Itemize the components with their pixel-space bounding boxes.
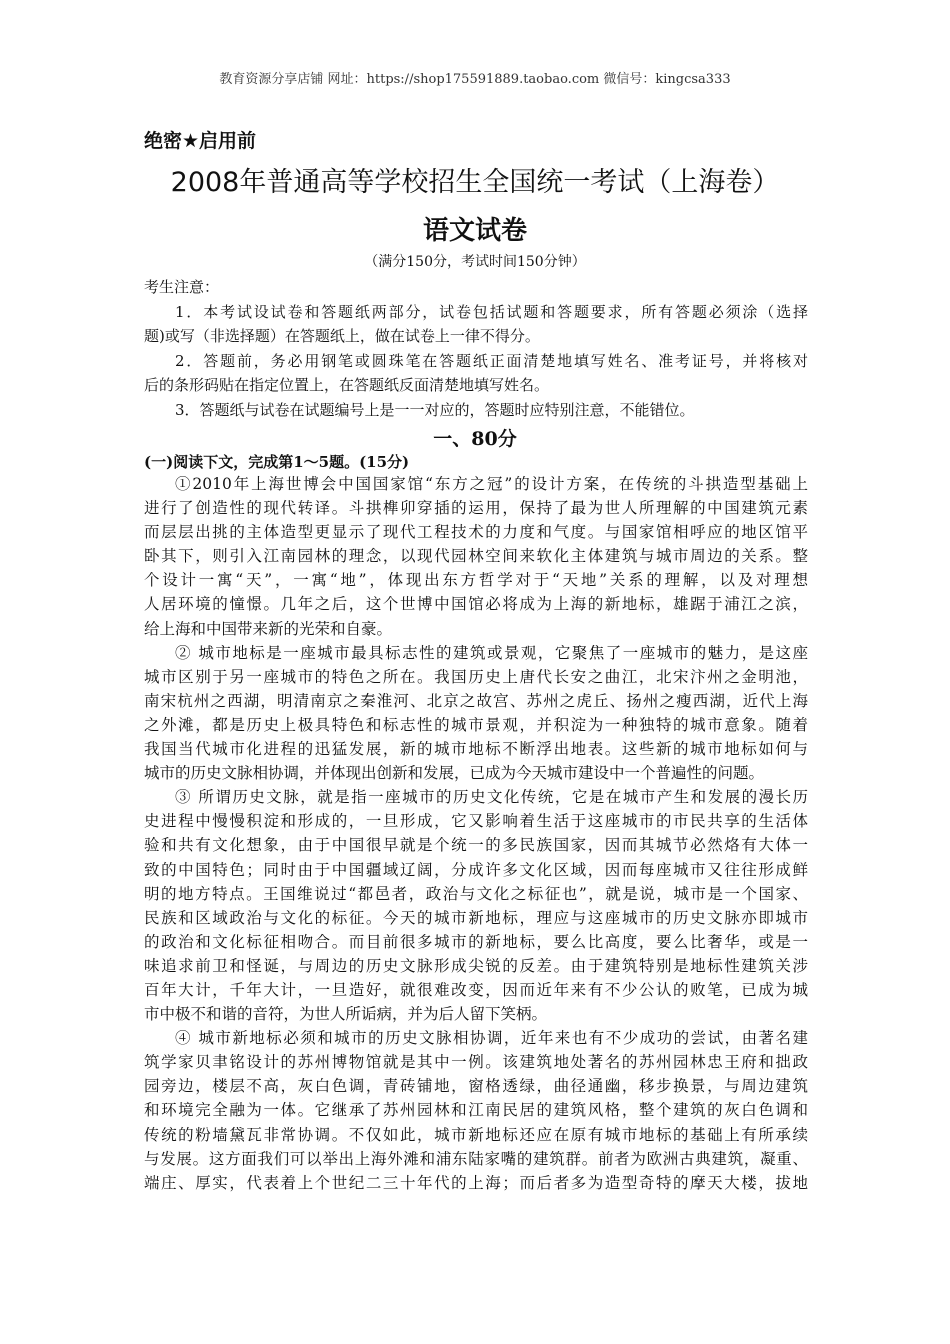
passage-line: 致的中国特色；同时由于中国疆域辽阔，分成许多文化区域，因而每座城市又往往形成鲜 <box>144 860 808 879</box>
passage-line: 个设计一寓“天”，一寓“地”，体现出东方哲学对于“天地”关系的理解，以及对理想 <box>144 571 808 590</box>
passage-line: 百年大计，千年大计，一旦造好，就很难改变，因而近年来有不少公认的败笔，已成为城 <box>144 980 808 999</box>
exam-meta: （满分150分，考试时间150分钟） <box>364 254 586 270</box>
reading-passage <box>144 472 808 1195</box>
passage-line: 园旁边，楼层不高，灰白色调，青砖铺地，窗格透绿，曲径通幽，移步换景，与周边建筑 <box>144 1077 808 1096</box>
passage-line: 筑学家贝聿铭设计的苏州博物馆就是其中一例。该建筑地处著名的苏州园林忠王府和拙政 <box>144 1053 808 1072</box>
notice-label: 考生注意： <box>144 278 220 296</box>
exam-title: 2008年普通高等学校招生全国统一考试（上海卷） <box>170 167 780 198</box>
question-heading: (一)阅读下文，完成第1～5题。(15分) <box>144 453 410 471</box>
passage-line: 给上海和中国带来新的光荣和自豪。 <box>144 619 393 638</box>
passage-line: 而层层出挑的主体造型更显示了现代工程技术的力度和气度。与国家馆相呼应的地区馆平 <box>144 523 808 542</box>
notice-line: 题)或写（非选择题）在答题纸上，做在试卷上一律不得分。 <box>144 327 540 345</box>
section-heading: 一、80分 <box>433 428 517 450</box>
passage-line: 城市区别于另一座城市的特色之所在。我国历史上唐代长安之曲江，北宋汴州之金明池， <box>144 667 808 686</box>
passage-line: 与发展。这方面我们可以举出上海外滩和浦东陆家嘴的建筑群。前者为欧洲古典建筑，凝重、 <box>144 1149 808 1168</box>
confidential-label: 绝密★启用前 <box>144 130 257 152</box>
passage-line: 市中极不和谐的音符，为世人所诟病，并为后人留下笑柄。 <box>144 1005 548 1024</box>
notice <box>144 275 808 422</box>
passage-line: 人居环境的憧憬。几年之后，这个世博中国馆必将成为上海的新地标，雄踞于浦江之滨， <box>144 595 808 614</box>
passage-line: 端庄、厚实，代表着上个世纪二三十年代的上海；而后者多为造型奇特的摩天大楼，拔地 <box>144 1173 808 1192</box>
passage-line: 城市的历史文脉相协调，并体现出创新和发展，已成为今天城市建设中一个普遍性的问题。 <box>144 764 765 783</box>
page-header: 教育资源分享店铺 网址：https://shop175591889.taobao.com 微信号：kingcsa333 <box>219 72 731 87</box>
passage-line: ③ 所谓历史文脉，就是指一座城市的历史文化传统，它是在城市产生和发展的漫长历 <box>175 788 808 807</box>
passage-line: 史进程中慢慢积淀和形成的，一旦形成，它又影响着生活于这座城市的市民共享的生活体 <box>144 812 808 831</box>
passage-line: 验和共有文化想象，由于中国很早就是个统一的多民族国家，因而其城节必然烙有大体一 <box>144 836 808 855</box>
notice-line: 后的条形码贴在指定位置上，在答题纸反面清楚地填写姓名。 <box>144 376 550 394</box>
passage-line: 南宋杭州之西湖，明清南京之秦淮河、北京之故宫、苏州之虎丘、扬州之瘦西湖，近代上海 <box>144 691 808 710</box>
passage-line: ①2010年上海世博会中国国家馆“东方之冠”的设计方案，在传统的斗拱造型基础上 <box>175 475 808 493</box>
passage-line: 味追求前卫和怪诞，与周边的历史文脉形成尖锐的反差。由于建筑特别是地标性建筑关涉 <box>144 956 808 975</box>
notice-line: 3．答题纸与试卷在试题编号上是一一对应的，答题时应特别注意，不能错位。 <box>175 400 695 419</box>
passage-line: ④ 城市新地标必须和城市的历史文脉相协调，近年来也有不少成功的尝试，由著名建 <box>175 1029 808 1048</box>
passage-line: 我国当代城市化进程的迅猛发展，新的城市地标不断浮出地表。这些新的城市地标如何与 <box>144 740 808 759</box>
passage-line: 卧其下，则引入江南园林的理念，以现代园林空间来软化主体建筑与城市周边的关系。整 <box>144 547 808 566</box>
passage-line: 民族和区域政治与文化的标征。今天的城市新地标，理应与这座城市的历史文脉亦即城市 <box>144 908 808 927</box>
passage-line: 进行了创造性的现代转译。斗拱榫卯穿插的运用，保持了最为世人所理解的中国建筑元素 <box>144 499 808 518</box>
passage-line: ② 城市地标是一座城市最具标志性的建筑或景观，它聚焦了一座城市的魅力，是这座 <box>175 643 808 662</box>
exam-subtitle: 语文试卷 <box>422 216 527 246</box>
passage-line: 和环境完全融为一体。它继承了苏州园林和江南民居的建筑风格，整个建筑的灰白色调和 <box>144 1101 808 1120</box>
passage-line: 之外滩，都是历史上极具特色和标志性的城市景观，并积淀为一种独特的城市意象。随着 <box>144 715 808 734</box>
passage-line: 的政治和文化标征相吻合。而目前很多城市的新地标，要么比高度，要么比奢华，或是一 <box>144 932 808 951</box>
notice-line: 1．本考试设试卷和答题纸两部分，试卷包括试题和答题要求，所有答题必须涂（选择 <box>175 302 808 321</box>
notice-line: 2．答题前，务必用钢笔或圆珠笔在答题纸正面清楚地填写姓名、准考证号，并将核对 <box>175 351 808 370</box>
passage-line: 传统的粉墙黛瓦非常协调。不仅如此，城市新地标还应在原有城市地标的基础上有所承续 <box>144 1125 808 1144</box>
passage-line: 明的地方特点。王国维说过“都邑者，政治与文化之标征也”，就是说，城市是一个国家、 <box>144 884 808 903</box>
